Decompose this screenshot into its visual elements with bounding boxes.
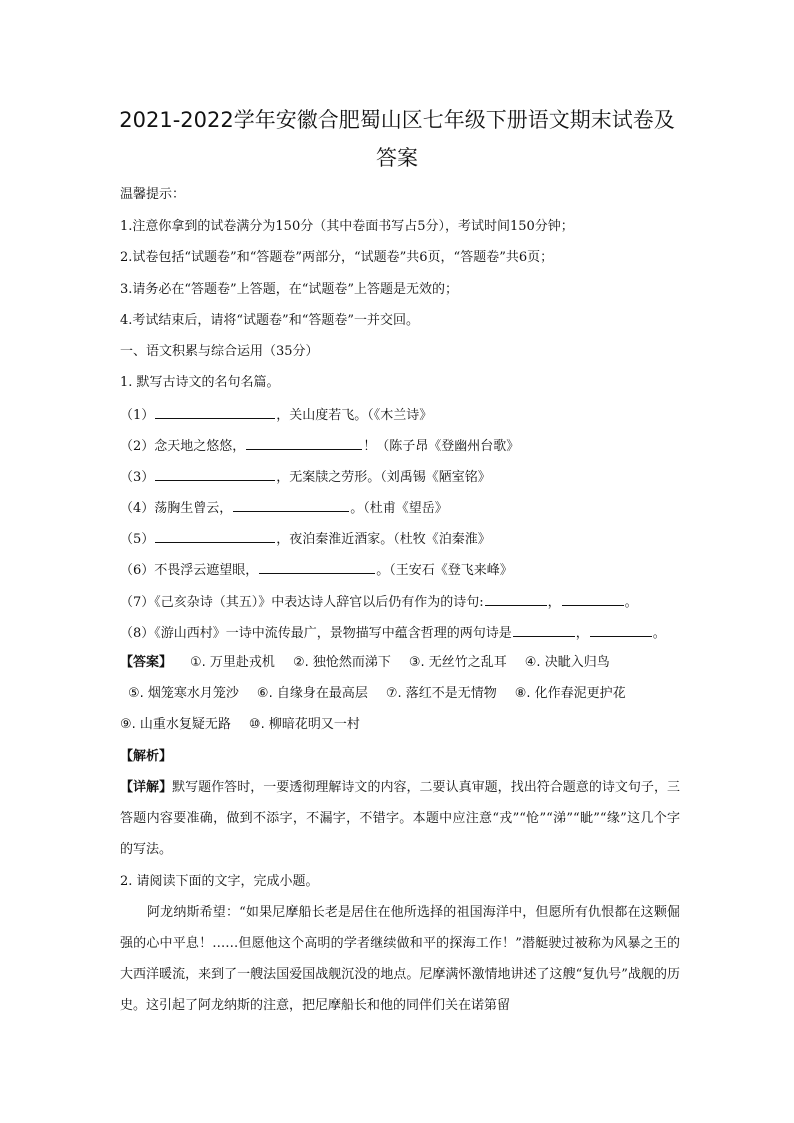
- q1-item-7: [120, 592, 680, 612]
- q1-item-8-end: 。: [652, 626, 666, 641]
- detail-label: 【详解】: [120, 780, 173, 795]
- detail-paragraph: [120, 772, 680, 865]
- q1-item-7-mid: ，: [547, 595, 561, 610]
- answers-line-2: [120, 685, 680, 703]
- analysis-label: 【解析】: [120, 749, 173, 764]
- q1-item-2-post: ！（陈子昂《登幽州台歌》: [363, 439, 520, 454]
- reading-passage: 阿龙纳斯希望：“如果尼摩船长老是居住在他所选择的祖国海洋中，但愿所有仇恨都在这颗倔强的心中平息！……但愿他这个高明的学者继续做和平的探海工作！”潜艇驶过被称为风暴之王的大西洋暖流，来到了一艘法国爱国战舰沉没的地点。尼摩满怀激情地讲述了这艘“复仇号”战舰的历史。这引起了阿龙纳斯的注意，把尼摩船长和他的同伴们关在诺第留: [120, 905, 680, 1013]
- tip-3: 3.请务必在“答题卷”上答题，在“试题卷”上答题是无效的；: [120, 282, 458, 297]
- q1-item-8-mid: ，: [575, 626, 589, 641]
- answer-blank: [259, 560, 375, 574]
- question-1-stem: 1. 默写古诗文的名句名篇。: [120, 375, 280, 390]
- q1-item-7-pre: （7）《己亥杂诗（其五）》中表达诗人辞官以后仍有作为的诗句:: [120, 595, 484, 610]
- answer-blank: [513, 623, 575, 637]
- tips-heading: 温馨提示：: [120, 187, 186, 202]
- answer-blank: [155, 529, 275, 543]
- answer-item: ⑦. 落红不是无情物: [385, 686, 497, 701]
- q1-item-1-pre: （1）: [120, 408, 155, 423]
- answers-line-1: [120, 654, 680, 672]
- q1-item-2: [120, 436, 680, 456]
- answer-item: ②. 独怆然而涕下: [292, 655, 391, 670]
- q1-item-3-post: ，无案牍之劳形。（刘禹锡《陋室铭》: [276, 470, 491, 485]
- q1-item-3-pre: （3）: [120, 470, 155, 485]
- answer-blank: [155, 405, 275, 419]
- q1-item-8: [120, 623, 680, 643]
- q1-item-5-post: ，夜泊秦淮近酒家。（杜牧《泊秦淮》: [276, 532, 491, 547]
- tip-1: 1.注意你拿到的试卷满分为150分（其中卷面书写占5分），考试时间150分钟；: [120, 219, 574, 234]
- q1-item-4-pre: （4）荡胸生曾云，: [120, 501, 233, 516]
- answer-blank: [233, 498, 349, 512]
- answer-item: ④. 决眦入归鸟: [524, 655, 610, 670]
- question-2-stem: 2. 请阅读下面的文字，完成小题。: [120, 874, 319, 889]
- answer-item: ⑧. 化作春泥更护花: [514, 686, 626, 701]
- answer-item: ⑤. 烟笼寒水月笼沙: [128, 686, 239, 701]
- answer-blank: [485, 592, 547, 606]
- answer-item: ⑥. 自缘身在最高层: [256, 686, 368, 701]
- tip-4: 4.考试结束后，请将“试题卷”和“答题卷”一并交回。: [120, 313, 419, 328]
- answer-blank: [155, 467, 275, 481]
- answer-blank: [590, 623, 652, 637]
- q1-item-6-pre: （6）不畏浮云遮望眼，: [120, 563, 259, 578]
- q1-item-6: [120, 560, 680, 580]
- doc-title-line2: 答案: [376, 146, 418, 170]
- q1-item-6-post: 。（王安石《登飞来峰》: [376, 563, 513, 578]
- q1-item-2-pre: （2）念天地之悠悠，: [120, 439, 246, 454]
- answer-blank: [562, 592, 624, 606]
- q1-item-1-post: ，关山度若飞。（《木兰诗》: [276, 408, 433, 423]
- q1-item-5-pre: （5）: [120, 532, 155, 547]
- detail-text: 默写题作答时，一要透彻理解诗文的内容，二要认真审题，找出符合题意的诗文句子，三答题内容要准确，做到不添字，不漏字，不错字。本题中应注意“戎”“怆”“涕”“眦”“缘”这几个字的写法。: [120, 780, 680, 857]
- q1-item-4: [120, 498, 680, 518]
- q1-item-7-end: 。: [624, 595, 638, 610]
- q1-item-3: [120, 467, 680, 487]
- doc-title-line1: 2021-2022学年安徽合肥蜀山区七年级下册语文期末试卷及: [119, 108, 675, 132]
- q1-item-5: [120, 529, 680, 549]
- answer-item: ⑨. 山重水复疑无路: [120, 717, 231, 732]
- answer-label: 【答案】: [120, 655, 173, 670]
- tip-2: 2.试卷包括“试题卷”和“答题卷”两部分，“试题卷”共6页，“答题卷”共6页；: [120, 250, 554, 265]
- answer-blank: [246, 436, 362, 450]
- q1-item-4-post: 。（杜甫《望岳》: [350, 501, 448, 516]
- answer-item: ③. 无丝竹之乱耳: [408, 655, 507, 670]
- answer-item: ⑩. 柳暗花明又一村: [248, 717, 360, 732]
- answers-line-3: [120, 716, 680, 734]
- q1-item-8-pre: （8）《游山西村》一诗中流传最广，景物描写中蕴含哲理的两句诗是: [120, 626, 512, 641]
- q1-item-1: [120, 405, 680, 425]
- section-heading: 一、语文积累与综合运用（35分）: [120, 344, 319, 359]
- answer-item: ①. 万里赴戎机: [190, 655, 275, 670]
